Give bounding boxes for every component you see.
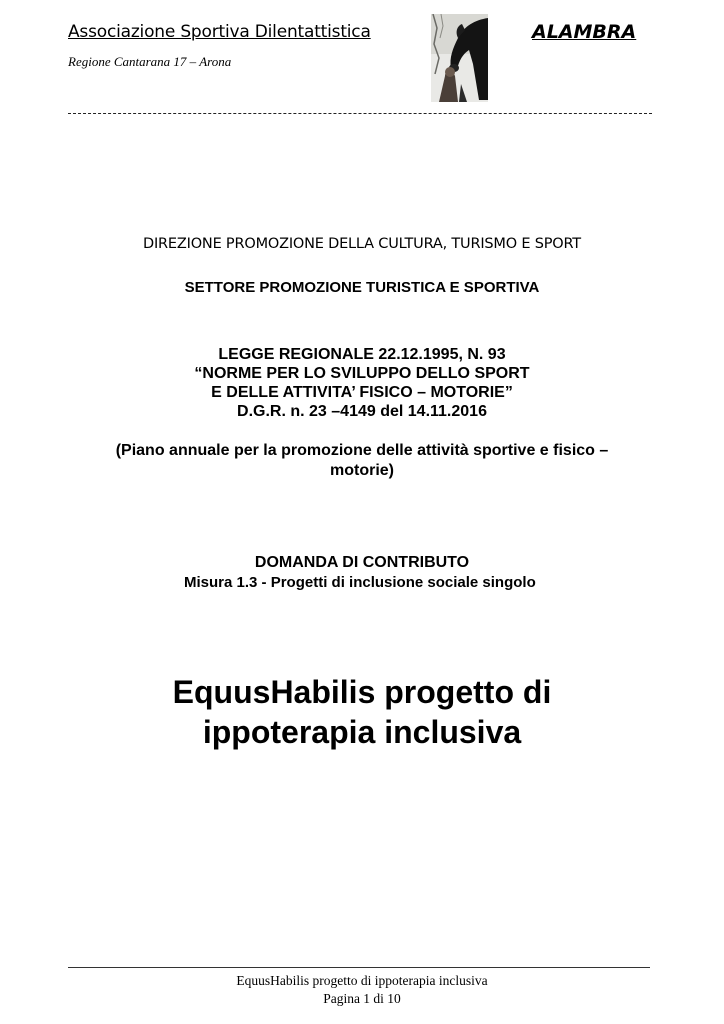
footer-page-number: Pagina 1 di 10 bbox=[323, 991, 401, 1006]
project-title bbox=[0, 672, 724, 752]
brand-name: ALAMBRA bbox=[532, 21, 637, 43]
misura-subheading: Misura 1.3 - Progetti di inclusione sociale singolo bbox=[184, 574, 536, 591]
association-address: Regione Cantarana 17 – Arona bbox=[68, 54, 232, 69]
law-line: E DELLE ATTIVITA’ FISICO – MOTORIE” bbox=[211, 384, 513, 401]
header-separator bbox=[68, 113, 652, 114]
project-title-line: ippoterapia inclusiva bbox=[202, 714, 522, 750]
law-reference bbox=[0, 345, 724, 421]
association-name: Associazione Sportiva Dilentattistica bbox=[68, 22, 371, 42]
horse-and-child-photo bbox=[431, 14, 488, 102]
footer-document-title: EquusHabilis progetto di ippoterapia inclusiva bbox=[236, 973, 488, 988]
project-title-line: EquusHabilis progetto di bbox=[172, 674, 552, 710]
law-line: “NORME PER LO SVILUPPO DELLO SPORT bbox=[194, 365, 530, 382]
piano-annuale-note: (Piano annuale per la promozione delle attività sportive e fisico – motorie) bbox=[115, 442, 609, 479]
domanda-heading: DOMANDA DI CONTRIBUTO bbox=[254, 554, 470, 571]
footer-rule bbox=[68, 967, 650, 968]
law-line: LEGGE REGIONALE 22.12.1995, N. 93 bbox=[218, 346, 506, 363]
direzione-heading: DIREZIONE PROMOZIONE DELLA CULTURA, TURISMO E SPORT bbox=[143, 236, 581, 252]
settore-heading: SETTORE PROMOZIONE TURISTICA E SPORTIVA bbox=[184, 279, 540, 296]
law-line: D.G.R. n. 23 –4149 del 14.11.2016 bbox=[237, 403, 487, 420]
